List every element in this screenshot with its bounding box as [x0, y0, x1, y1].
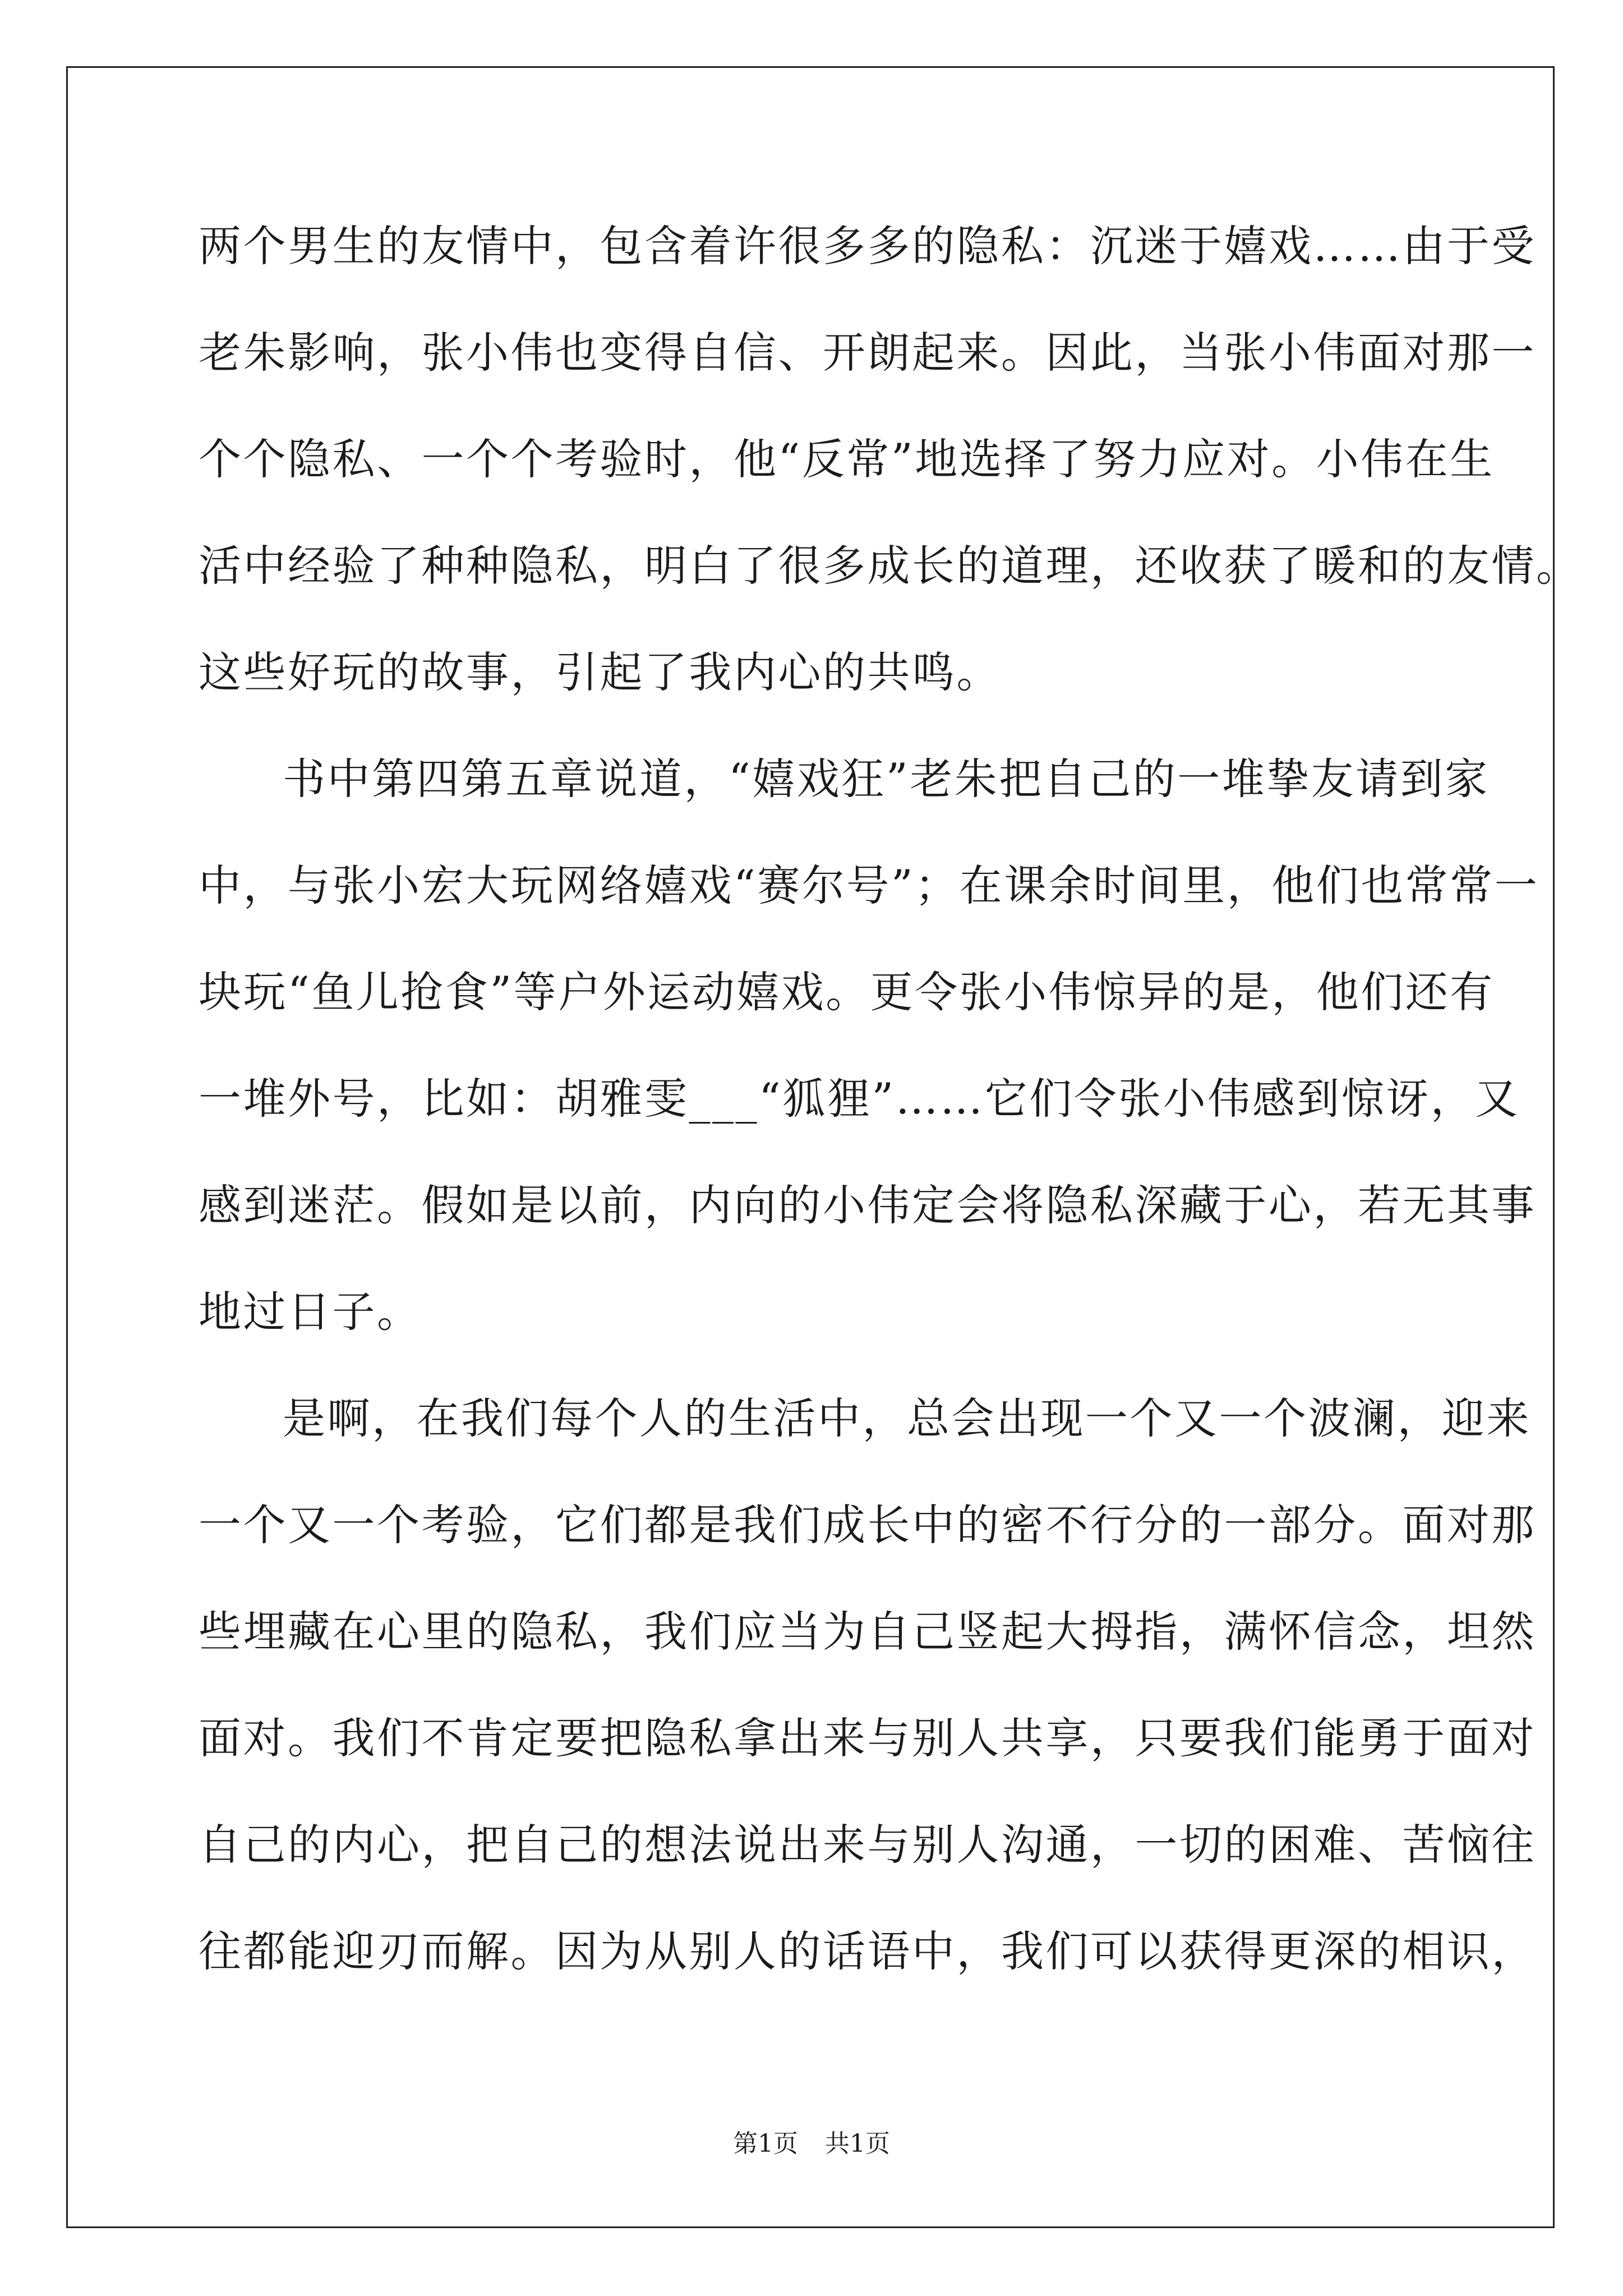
paragraph-first-line: 是啊，在我们每个人的生活中，总会出现一个又一个波澜，迎来 — [283, 1393, 1531, 1443]
text-line: 活中经验了种种隐私，明白了很多成长的道理，还收获了暖和的友情。 — [199, 541, 1581, 591]
text-line: 两个男生的友情中，包含着许很多多的隐私：沉迷于嬉戏……由于受 — [199, 221, 1536, 271]
document-body — [199, 215, 1581, 2027]
text-line: 这些好玩的故事，引起了我内心的共鸣。 — [199, 647, 1001, 697]
text-line: 感到迷茫。假如是以前，内向的小伟定会将隐私深藏于心，若无其事 — [199, 1180, 1536, 1230]
text-line: 中，与张小宏大玩网络嬉戏“赛尔号”；在课余时间里，他们也常常一 — [199, 861, 1539, 910]
paragraph-first-line: 书中第四第五章说道，“嬉戏狂”老朱把自己的一堆挚友请到家 — [283, 754, 1490, 804]
text-line: 往都能迎刃而解。因为从别人的话语中，我们可以获得更深的相识， — [199, 1926, 1536, 1976]
text-line: 面对。我们不肯定要把隐私拿出来与别人共享，只要我们能勇于面对 — [199, 1713, 1536, 1763]
text-line: 老朱影响，张小伟也变得自信、开朗起来。因此，当张小伟面对那一 — [199, 328, 1536, 378]
text-line: 一个又一个考验，它们都是我们成长中的密不行分的一部分。面对那 — [199, 1500, 1536, 1550]
text-line: 地过日子。 — [199, 1287, 422, 1337]
text-line: 个个隐私、一个个考验时，他“反常”地选择了努力应对。小伟在生 — [199, 434, 1495, 484]
text-line: 块玩“鱼儿抢食”等户外运动嬉戏。更令张小伟惊异的是，他们还有 — [199, 967, 1495, 1017]
text-line: 自己的内心，把自己的想法说出来与别人沟通，一切的困难、苦恼往 — [199, 1820, 1536, 1870]
text-line: 些埋藏在心里的隐私，我们应当为自己竖起大拇指，满怀信念，坦然 — [199, 1607, 1536, 1657]
text-line: 一堆外号，比如：胡雅雯___“狐狸”……它们令张小伟感到惊讶，又 — [199, 1074, 1520, 1124]
total-page-count: 共1页 — [825, 2129, 890, 2158]
current-page-number: 第1页 — [733, 2129, 798, 2158]
page-footer — [0, 2127, 1623, 2161]
